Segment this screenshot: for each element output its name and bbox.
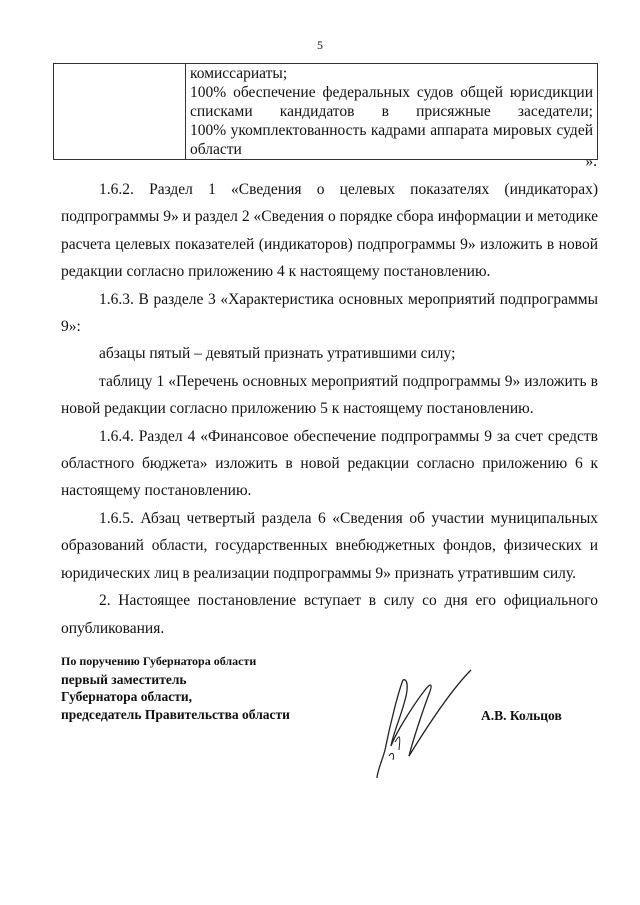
table-line: 100% обеспечение федеральных судов общей юрисдикции (190, 84, 593, 101)
paragraph-1-6-3: 1.6.3. В разделе 3 «Характеристика основных мероприятий подпрограммы 9»: (61, 290, 598, 336)
table-line: комиссариаты; (190, 65, 288, 82)
paragraph-1-6-2: 1.6.2. Раздел 1 «Сведения о целевых показателях (индикаторах) подпрограммы 9» и раздел 2 «Сведения о порядке сбора информации и методике расчета целевых показателей (индикаторов) подпрограммы 9» изложить в новой редакции согласно приложению 4 к настоящему постановлению. (61, 181, 598, 281)
paragraph-1-6-4: 1.6.4. Раздел 4 «Финансовое обеспечение подпрограммы 9 за счет средств областного бюджета» изложить в новой редакции согласно приложению 6 к настоящему постановлению. (61, 427, 598, 500)
signature-line-1: По поручению Губернатора области (61, 654, 257, 668)
signature-line-4: председатель Правительства области (61, 706, 290, 722)
paragraph-1-6-5: 1.6.5. Абзац четвертый раздела 6 «Сведения об участии муниципальных образований области, государственных внебюджетных фондов, физических и юридических лиц в реализации подпрограммы 9» признать утратившим силу. (61, 509, 598, 582)
document-body (61, 176, 598, 642)
paragraph-tablitsa: таблицу 1 «Перечень основных мероприятий подпрограммы 9» изложить в новой редакции согласно приложению 5 к настоящему постановлению. (61, 372, 598, 418)
page-number: 5 (317, 38, 323, 52)
table-close-quote: ». (585, 153, 597, 170)
paragraph-abzatsy: абзацы пятый – девятый признать утратившими силу; (99, 345, 456, 363)
signature-line-2: первый заместитель (61, 671, 187, 687)
signatory-name: А.В. Кольцов (481, 708, 562, 723)
table-row (54, 64, 598, 160)
continuation-table (53, 63, 598, 160)
signature-block (61, 653, 290, 723)
paragraph-2: 2. Настоящее постановление вступает в силу со дня его официального опубликования. (61, 592, 598, 637)
table-line: 100% укомплектованность кадрами аппарата мировых судей (190, 122, 593, 139)
table-line: области (190, 141, 242, 158)
table-cell-right (186, 64, 598, 160)
signature-line-3: Губернатора области, (61, 689, 192, 704)
table-cell-left (54, 64, 186, 160)
handwritten-signature (355, 660, 485, 780)
table-line: списками кандидатов в присяжные заседатели; (190, 103, 593, 120)
